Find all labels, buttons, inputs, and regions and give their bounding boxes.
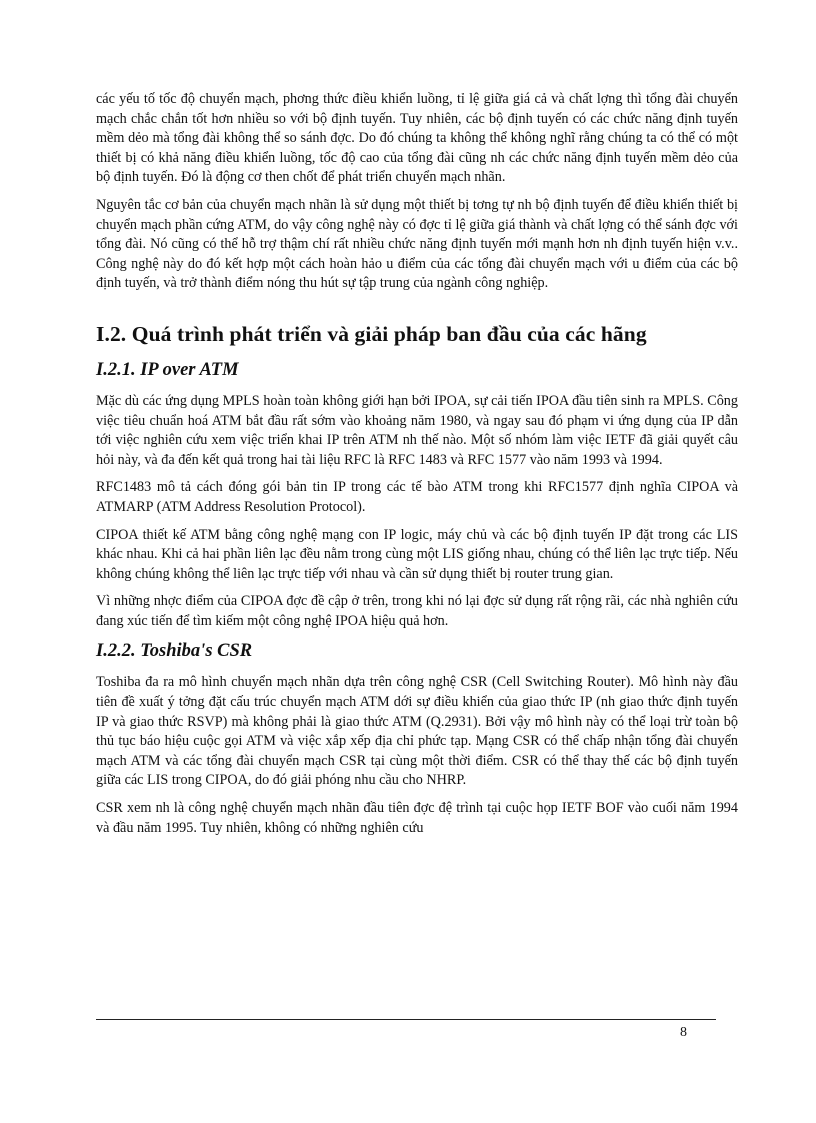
section-heading: I.2. Quá trình phát triển và giải pháp ban đầu của các hãng	[96, 321, 647, 346]
paragraph-intro-1: các yếu tố tốc độ chuyển mạch, phơng thức điều khiển luồng, tỉ lệ giữa giá cả và chất lợng thì tổng đài chuyển mạch chắc chắn tốt hơn nhiều so với bộ định tuyến. Tuy nhiên, các bộ định tuyến có các chức năng định tuyến mềm dẻo mà tổng đài không thể so sánh đợc. Do đó chúng ta không thể không nghĩ rằng chúng ta có thể có một thiết bị có khả năng điều khiển luồng, tốc độ cao của tổng đài cũng nh các chức năng định tuyến mềm dẻo của bộ định tuyến. Đó là động cơ then chốt để phát triển chuyển mạch nhãn.	[96, 91, 738, 186]
paragraph-csr-1: Toshiba đa ra mô hình chuyển mạch nhãn dựa trên công nghệ CSR (Cell Switching Router). Mô hình này đầu tiên đề xuất ý tởng đặt cấu trúc chuyển mạch ATM dới sự điều khiển của giao thức IP (nh giao thức định tuyến IP và giao thức RSVP) mà không phải là giao thức ATM (Q.2931). Bởi vậy mô hình này có thể loại trừ toàn bộ thủ tục báo hiệu cuộc gọi ATM và việc xắp xếp địa chỉ phức tạp. Mạng CSR có thể chấp nhận tổng đài chuyển mạch ATM và các tổng đài chuyển mạch CSR tại cùng một thời điểm. CSR có thể thay thế các bộ định tuyến giữa các LIS trong CIPOA, do đó giải phóng nhu cầu cho NHRP.	[96, 674, 738, 789]
paragraph-intro-2: Nguyên tắc cơ bản của chuyển mạch nhãn là sử dụng một thiết bị tơng tự nh bộ định tuyến để điều khiển thiết bị chuyển mạch phần cứng ATM, do vậy công nghệ này có đợc tỉ lệ giữa giá thành và chất lợng có thể sánh đợc với tổng đài. Nó cũng có thể hỗ trợ thậm chí rất nhiều chức năng định tuyến mới mạnh hơn nh định tuyến hiện v.v.. Công nghệ này do đó kết hợp một cách hoàn hảo u điểm của các tổng đài chuyển mạch với u điểm của các bộ định tuyến, và trở thành điểm nóng thu hút sự tập trung của ngành công nghiệp.	[96, 196, 738, 292]
paragraph-ipoa-1: Mặc dù các ứng dụng MPLS hoàn toàn không giới hạn bởi IPOA, sự cải tiến IPOA đầu tiên sinh ra MPLS. Công việc tiêu chuẩn hoá ATM bắt đầu rất sớm vào khoảng năm 1980, và ngay sau đó phạm vi ứng dụng của IP dẫn tới việc nghiên cứu xem việc triển khai IP trên ATM nh thế nào. Một số nhóm làm việc IETF đã giải quyết câu hỏi này, và đa đến kết quả trong hai tài liệu RFC là RFC 1483 và RFC 1577 vào năm 1993 và 1994.	[96, 392, 738, 468]
subsection-heading-ip-over-atm: I.2.1. IP over ATM	[96, 359, 239, 380]
page-content	[96, 90, 738, 846]
paragraph-ipoa-3: CIPOA thiết kế ATM bằng công nghệ mạng con IP logic, máy chủ và các bộ định tuyến IP đặt trong các LIS khác nhau. Khi cả hai phần liên lạc đều nằm trong cùng một LIS giống nhau, chúng có thể liên lạc trực tiếp. Nếu không chúng không thể liên lạc trực tiếp với nhau và cần sử dụng thiết bị router trung gian.	[96, 526, 738, 582]
page-number: 8	[680, 1025, 687, 1040]
paragraph-ipoa-4: Vì những nhợc điểm của CIPOA đợc đề cập ở trên, trong khi nó lại đợc sử dụng rất rộng rãi, các nhà nghiên cứu đang xúc tiến để tìm kiếm một công nghệ IPOA hiệu quả hơn.	[96, 593, 738, 629]
paragraph-csr-2: CSR xem nh là công nghệ chuyển mạch nhãn đầu tiên đợc đệ trình tại cuộc họp IETF BOF vào cuối năm 1994 và đầu năm 1995. Tuy nhiên, không có những nghiên cứu	[96, 800, 738, 836]
paragraph-ipoa-2: RFC1483 mô tả cách đóng gói bản tin IP trong các tế bào ATM trong khi RFC1577 định nghĩa CIPOA và ATMARP (ATM Address Resolution Protocol).	[96, 479, 738, 515]
subsection-heading-toshiba-csr: I.2.2. Toshiba's CSR	[96, 641, 253, 662]
footer-divider	[96, 1019, 716, 1020]
